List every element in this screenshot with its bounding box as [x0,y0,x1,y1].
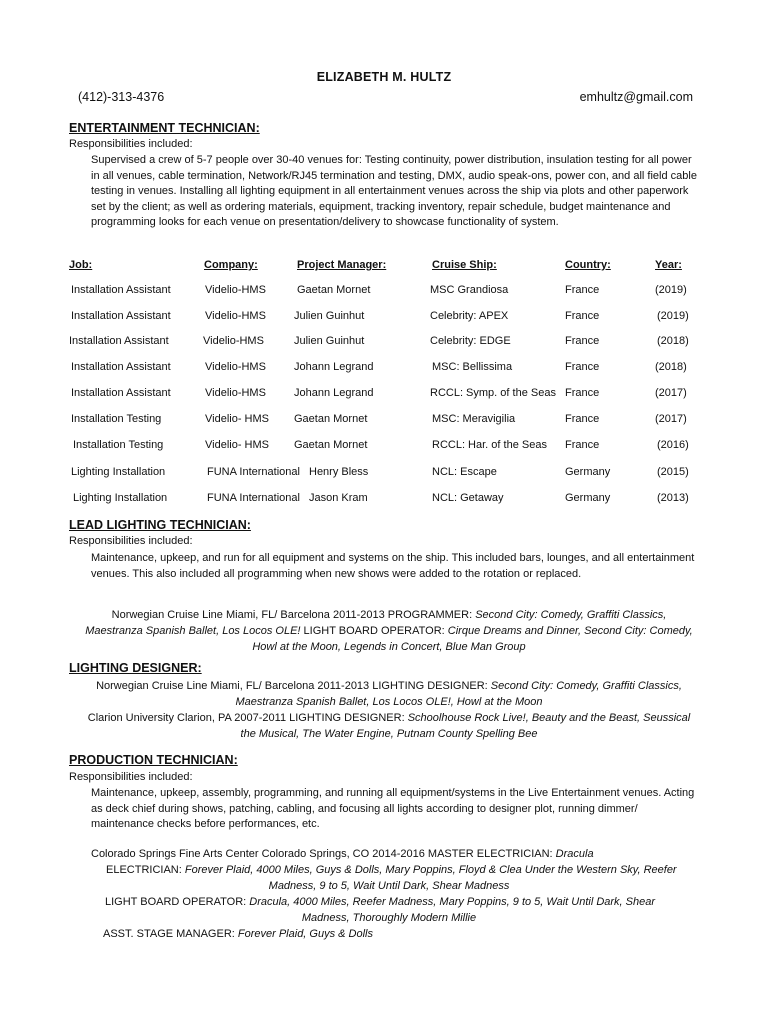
credit-shows: Forever Plaid, 4000 Miles, Guys & Dolls, Mary Poppins, Floyd & Clea Under the Western Sky, Reefer [184,864,677,876]
table-cell-manager: Johann Legrand [294,387,374,399]
credit-text: ELECTRICIAN: [106,864,185,876]
credit-text: Colorado Springs Fine Arts Center Colorado Springs, CO 2014-2016 MASTER ELECTRICIAN: [91,848,556,860]
table-cell-country: Germany [565,466,611,478]
table-cell-year: (2019) [655,284,687,296]
column-header-project-manager: Project Manager: [297,259,387,271]
table-cell-country: Germany [565,492,611,504]
credit-shows: Maestranza Spanish Ballet, Los Locos OLE! [85,625,301,637]
table-cell-job: Installation Testing [73,439,164,451]
lead-description: Maintenance, upkeep, and run for all equipment and systems on the ship. This included bars, lounges, and all entertainment venues. This also included all programming when new shows were added to the rotation or replaced. [91,552,695,580]
credit-line [103,927,373,943]
table-cell-job: Lighting Installation [73,492,168,504]
table-cell-manager: Julien Guinhut [294,335,365,347]
column-header-year: Year: [655,259,682,271]
table-cell-country: France [565,361,600,373]
credit-shows: the Musical, The Water Engine, Putnam County Spelling Bee [240,728,538,740]
table-cell-year: (2018) [655,361,687,373]
table-cell-job: Installation Testing [71,413,162,425]
table-cell-company: Videlio-HMS [203,335,264,347]
table-cell-job: Installation Assistant [71,284,171,296]
credit-line [60,640,718,656]
production-description: Maintenance, upkeep, assembly, programming, and running all equipment/systems in the Live Entertainment venues. Acting as deck chief during shows, patching, cabling, and focusing all lights according to designer plot, running dimmer/ maintenance checks before performances, etc. [91,787,695,831]
table-cell-company: Videlio- HMS [205,413,269,425]
credit-shows: Forever Plaid, Guys & Dolls [237,928,373,940]
table-cell-ship: Celebrity: APEX [430,310,509,322]
table-cell-company: FUNA International [207,466,300,478]
table-cell-job: Installation Assistant [71,310,171,322]
table-cell-country: France [565,439,600,451]
table-cell-job: Lighting Installation [71,466,166,478]
column-header-job: Job: [69,259,93,271]
table-cell-year: (2017) [655,413,687,425]
credit-line [60,911,718,927]
table-cell-manager: Johann Legrand [294,361,374,373]
responsibilities-label: Responsibilities included: [69,535,193,547]
responsibilities-label: Responsibilities included: [69,771,193,783]
credit-text: Norwegian Cruise Line Miami, FL/ Barcelona 2011-2013 PROGRAMMER: [111,609,476,621]
table-cell-job: Installation Assistant [71,387,171,399]
credit-shows: Dracula, 4000 Miles, Reefer Madness, Mary Poppins, 9 to 5, Wait Until Dark, Shear [249,896,656,908]
table-cell-job: Installation Assistant [71,361,171,373]
table-cell-ship: MSC: Meravigilia [432,413,516,425]
table-cell-manager: Julien Guinhut [294,310,365,322]
credit-line [60,711,718,727]
credit-text: LIGHT BOARD OPERATOR: [105,896,250,908]
table-cell-company: Videlio-HMS [205,387,266,399]
table-cell-country: France [565,284,600,296]
table-cell-manager: Henry Bless [309,466,369,478]
credit-shows: Madness, 9 to 5, Wait Until Dark, Shear Madness [268,880,510,892]
table-cell-company: FUNA International [207,492,300,504]
email-address: emhultz@gmail.com [579,90,693,104]
credit-text: Clarion University Clarion, PA 2007-2011 LIGHTING DESIGNER: [87,712,408,724]
credit-line [60,695,718,711]
section-title-lead-lighting: LEAD LIGHTING TECHNICIAN: [69,518,251,532]
credit-shows: Second City: Comedy, Graffiti Classics, [490,680,682,692]
column-header-cruise-ship: Cruise Ship: [432,259,497,271]
table-cell-company: Videlio- HMS [205,439,269,451]
table-cell-country: France [565,413,600,425]
table-cell-ship: NCL: Escape [432,466,497,478]
credit-line [60,608,718,624]
table-cell-country: France [565,387,600,399]
credit-text: Norwegian Cruise Line Miami, FL/ Barcelona 2011-2013 LIGHTING DESIGNER: [96,680,491,692]
column-header-country: Country: [565,259,611,271]
table-cell-ship: RCCL: Har. of the Seas [432,439,547,451]
credit-text: ASST. STAGE MANAGER: [103,928,238,940]
table-cell-year: (2017) [655,387,687,399]
credit-shows: Second City: Comedy, Graffiti Classics, [475,609,667,621]
phone-number: (412)-313-4376 [78,90,165,104]
table-cell-year: (2015) [657,466,689,478]
credit-shows: Madness, Thoroughly Modern Millie [301,912,477,924]
table-cell-manager: Gaetan Mornet [294,413,368,425]
credit-text: LIGHT BOARD OPERATOR: [300,625,448,637]
candidate-name: ELIZABETH M. HULTZ [316,70,452,84]
table-cell-ship: RCCL: Symp. of the Seas [430,387,556,399]
table-cell-year: (2018) [657,335,689,347]
table-cell-country: France [565,310,600,322]
table-cell-ship: MSC: Bellissima [432,361,513,373]
table-cell-year: (2013) [657,492,689,504]
credit-shows: Dracula [555,848,594,860]
table-cell-ship: NCL: Getaway [432,492,504,504]
table-cell-year: (2019) [657,310,689,322]
table-cell-year: (2016) [657,439,689,451]
table-cell-country: France [565,335,600,347]
credit-shows: Howl at the Moon, Legends in Concert, Blue Man Group [252,641,526,653]
credit-shows: Cirque Dreams and Dinner, Second City: Comedy, [447,625,693,637]
column-header-company: Company: [204,259,258,271]
table-cell-company: Videlio-HMS [205,284,266,296]
credit-line [91,847,594,863]
credit-line [60,624,718,640]
table-cell-ship: Celebrity: EDGE [430,335,511,347]
table-cell-manager: Gaetan Mornet [294,439,368,451]
credit-shows: Maestranza Spanish Ballet, Los Locos OLE!, Howl at the Moon [235,696,543,708]
credit-line [60,879,718,895]
credit-line [60,679,718,695]
table-cell-manager: Jason Kram [309,492,368,504]
table-cell-ship: MSC Grandiosa [430,284,509,296]
section-title-entertainment: ENTERTAINMENT TECHNICIAN: [69,121,260,135]
table-cell-company: Videlio-HMS [205,310,266,322]
table-cell-company: Videlio-HMS [205,361,266,373]
credit-line [106,863,677,879]
credit-shows: Schoolhouse Rock Live!, Beauty and the Beast, Seussical [407,712,691,724]
table-cell-manager: Gaetan Mornet [297,284,371,296]
section-title-lighting-designer: LIGHTING DESIGNER: [69,661,202,675]
responsibilities-label: Responsibilities included: [69,138,193,150]
entertainment-description: Supervised a crew of 5-7 people over 30-40 venues for: Testing continuity, power distribution, insulation testing for all power in all venues, cable termination, Network/RJ45 termination and testing, DMX, audio speak-ons, power con, and all field cable testing in venues. Installing all lighting equipment in all entertainment venues across the ship via plots and other paperwork set by the client; as well as ordering materials, equipment, tracking inventory, repair schedule, budget maintenance and programming looks for each venue on presentation/delivery to showcase functionality of system. [91,154,697,229]
credit-line [105,895,655,911]
credit-line [60,727,718,743]
section-title-production: PRODUCTION TECHNICIAN: [69,753,238,767]
table-cell-job: Installation Assistant [69,335,169,347]
